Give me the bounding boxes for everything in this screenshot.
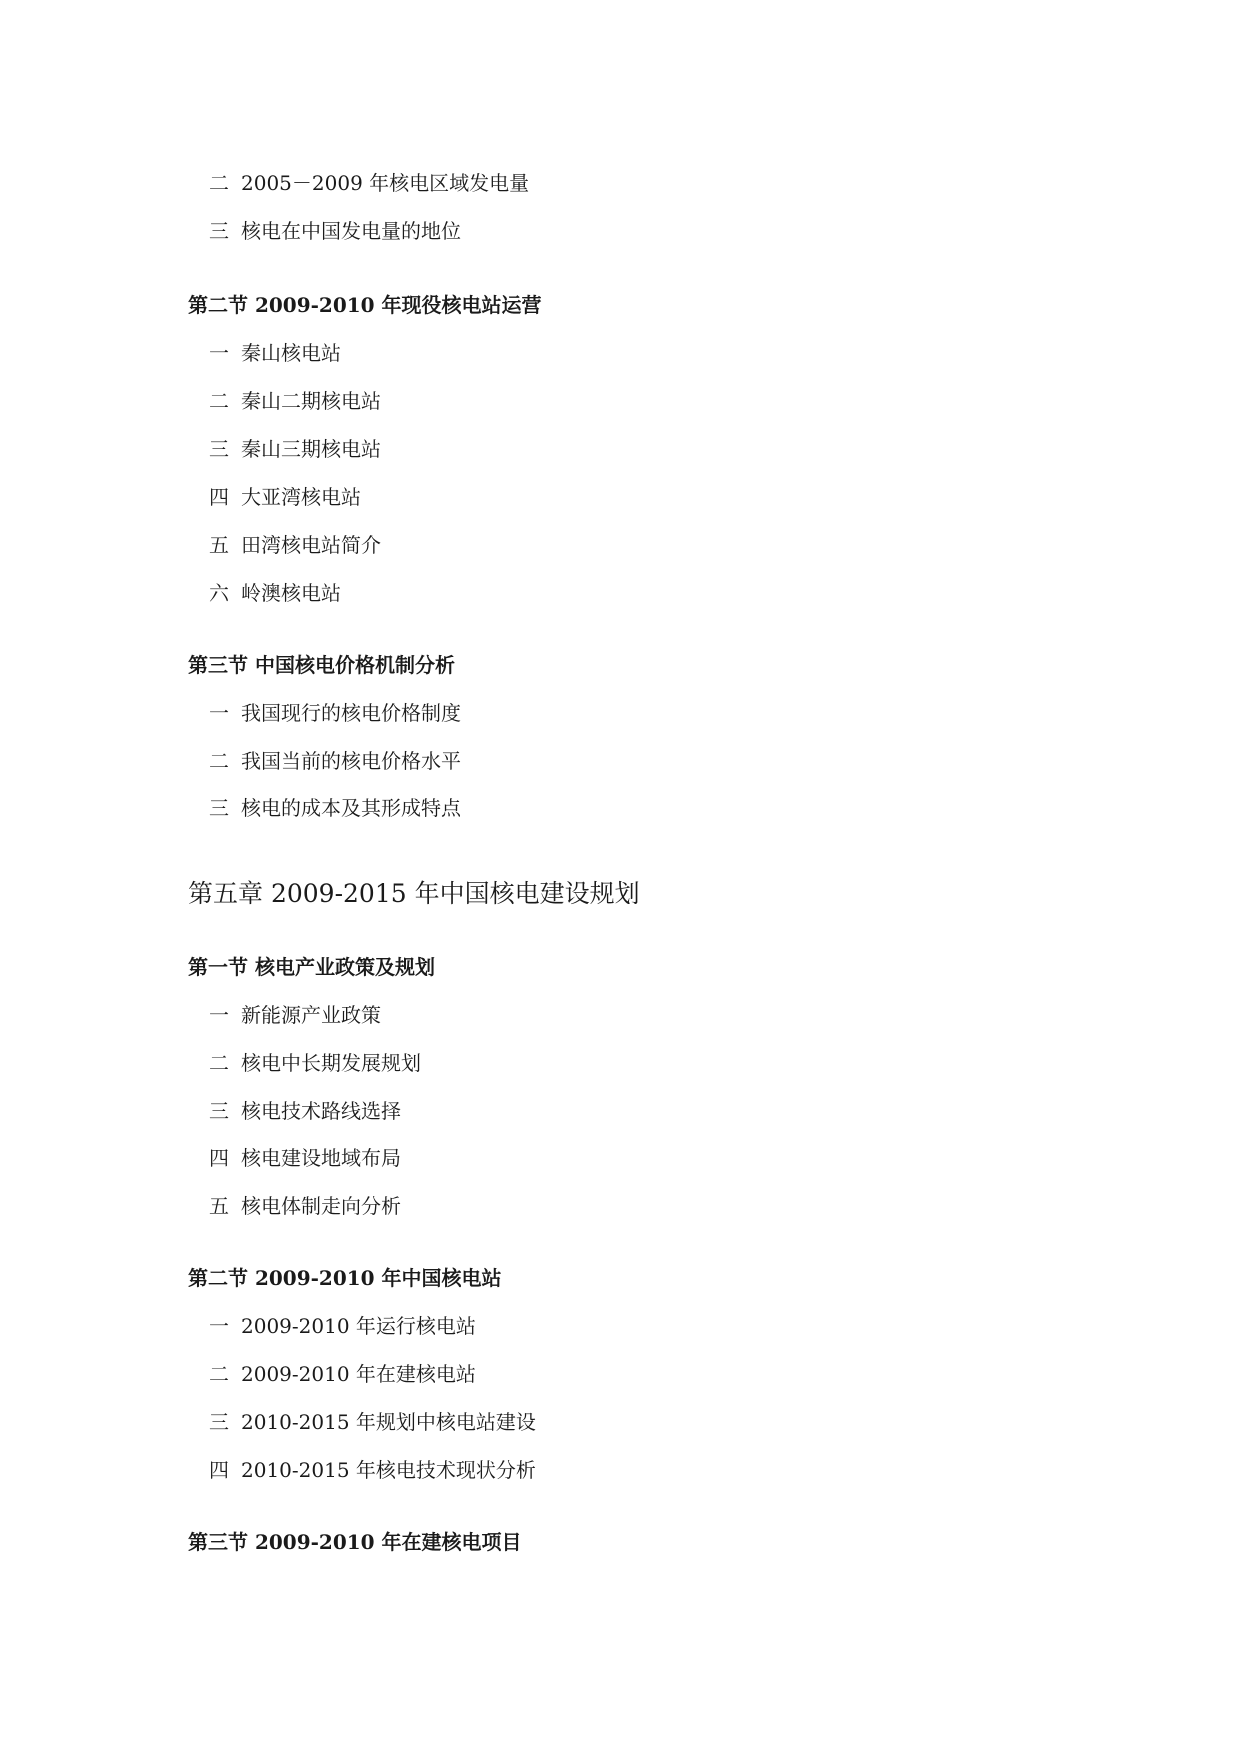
toc-item xyxy=(209,1095,401,1124)
item-title: 田湾核电站简介 xyxy=(241,533,381,557)
section-heading: 第三节 中国核电价格机制分析 xyxy=(188,653,455,677)
item-number: 二 xyxy=(209,1051,229,1075)
toc-item xyxy=(209,1406,536,1435)
item-title: 核电体制走向分析 xyxy=(241,1194,401,1218)
toc-item xyxy=(209,433,381,462)
toc-item xyxy=(209,1047,421,1076)
item-number: 六 xyxy=(209,581,229,605)
toc-item xyxy=(209,1142,401,1171)
item-title: 2005－2009 年核电区域发电量 xyxy=(241,171,530,195)
chapter-heading: 第五章 2009-2015 年中国核电建设规划 xyxy=(188,879,640,908)
toc-item xyxy=(209,1310,476,1339)
item-number: 四 xyxy=(209,1458,229,1482)
item-number: 三 xyxy=(209,437,229,461)
item-number: 二 xyxy=(209,1362,229,1386)
item-number: 一 xyxy=(209,701,229,725)
item-number: 二 xyxy=(209,749,229,773)
toc-item xyxy=(209,745,461,774)
item-number: 一 xyxy=(209,1003,229,1027)
toc-item xyxy=(209,577,341,606)
item-title: 新能源产业政策 xyxy=(241,1003,381,1027)
item-number: 二 xyxy=(209,171,229,195)
item-number: 三 xyxy=(209,219,229,243)
item-title: 2009-2010 年在建核电站 xyxy=(241,1362,476,1386)
toc-item xyxy=(209,697,461,726)
item-number: 四 xyxy=(209,485,229,509)
item-number: 一 xyxy=(209,1314,229,1338)
item-number: 三 xyxy=(209,796,229,820)
item-title: 大亚湾核电站 xyxy=(241,485,361,509)
toc-item xyxy=(209,1454,536,1483)
toc-item xyxy=(209,385,381,414)
section-heading: 第三节 2009-2010 年在建核电项目 xyxy=(188,1530,522,1554)
toc-item xyxy=(209,529,381,558)
item-title: 秦山三期核电站 xyxy=(241,437,381,461)
item-title: 秦山核电站 xyxy=(241,341,341,365)
item-number: 四 xyxy=(209,1146,229,1170)
toc-item xyxy=(209,215,461,244)
item-title: 我国现行的核电价格制度 xyxy=(241,701,461,725)
item-title: 2010-2015 年核电技术现状分析 xyxy=(241,1458,536,1482)
item-title: 岭澳核电站 xyxy=(241,581,341,605)
item-number: 一 xyxy=(209,341,229,365)
item-number: 二 xyxy=(209,389,229,413)
item-title: 2010-2015 年规划中核电站建设 xyxy=(241,1410,536,1434)
toc-item xyxy=(209,481,361,510)
item-title: 秦山二期核电站 xyxy=(241,389,381,413)
item-number: 五 xyxy=(209,1194,229,1218)
item-number: 三 xyxy=(209,1410,229,1434)
section-heading: 第二节 2009-2010 年现役核电站运营 xyxy=(188,293,542,317)
item-number: 五 xyxy=(209,533,229,557)
item-title: 核电的成本及其形成特点 xyxy=(241,796,461,820)
toc-item xyxy=(209,167,529,196)
section-heading: 第二节 2009-2010 年中国核电站 xyxy=(188,1266,502,1290)
toc-item xyxy=(209,792,461,821)
item-title: 我国当前的核电价格水平 xyxy=(241,749,461,773)
item-number: 三 xyxy=(209,1099,229,1123)
toc-item xyxy=(209,999,381,1028)
item-title: 2009-2010 年运行核电站 xyxy=(241,1314,476,1338)
toc-item xyxy=(209,1358,476,1387)
toc-item xyxy=(209,1190,401,1219)
item-title: 核电建设地域布局 xyxy=(241,1146,401,1170)
item-title: 核电在中国发电量的地位 xyxy=(241,219,461,243)
section-heading: 第一节 核电产业政策及规划 xyxy=(188,955,435,979)
item-title: 核电技术路线选择 xyxy=(241,1099,401,1123)
toc-item xyxy=(209,337,341,366)
item-title: 核电中长期发展规划 xyxy=(241,1051,421,1075)
